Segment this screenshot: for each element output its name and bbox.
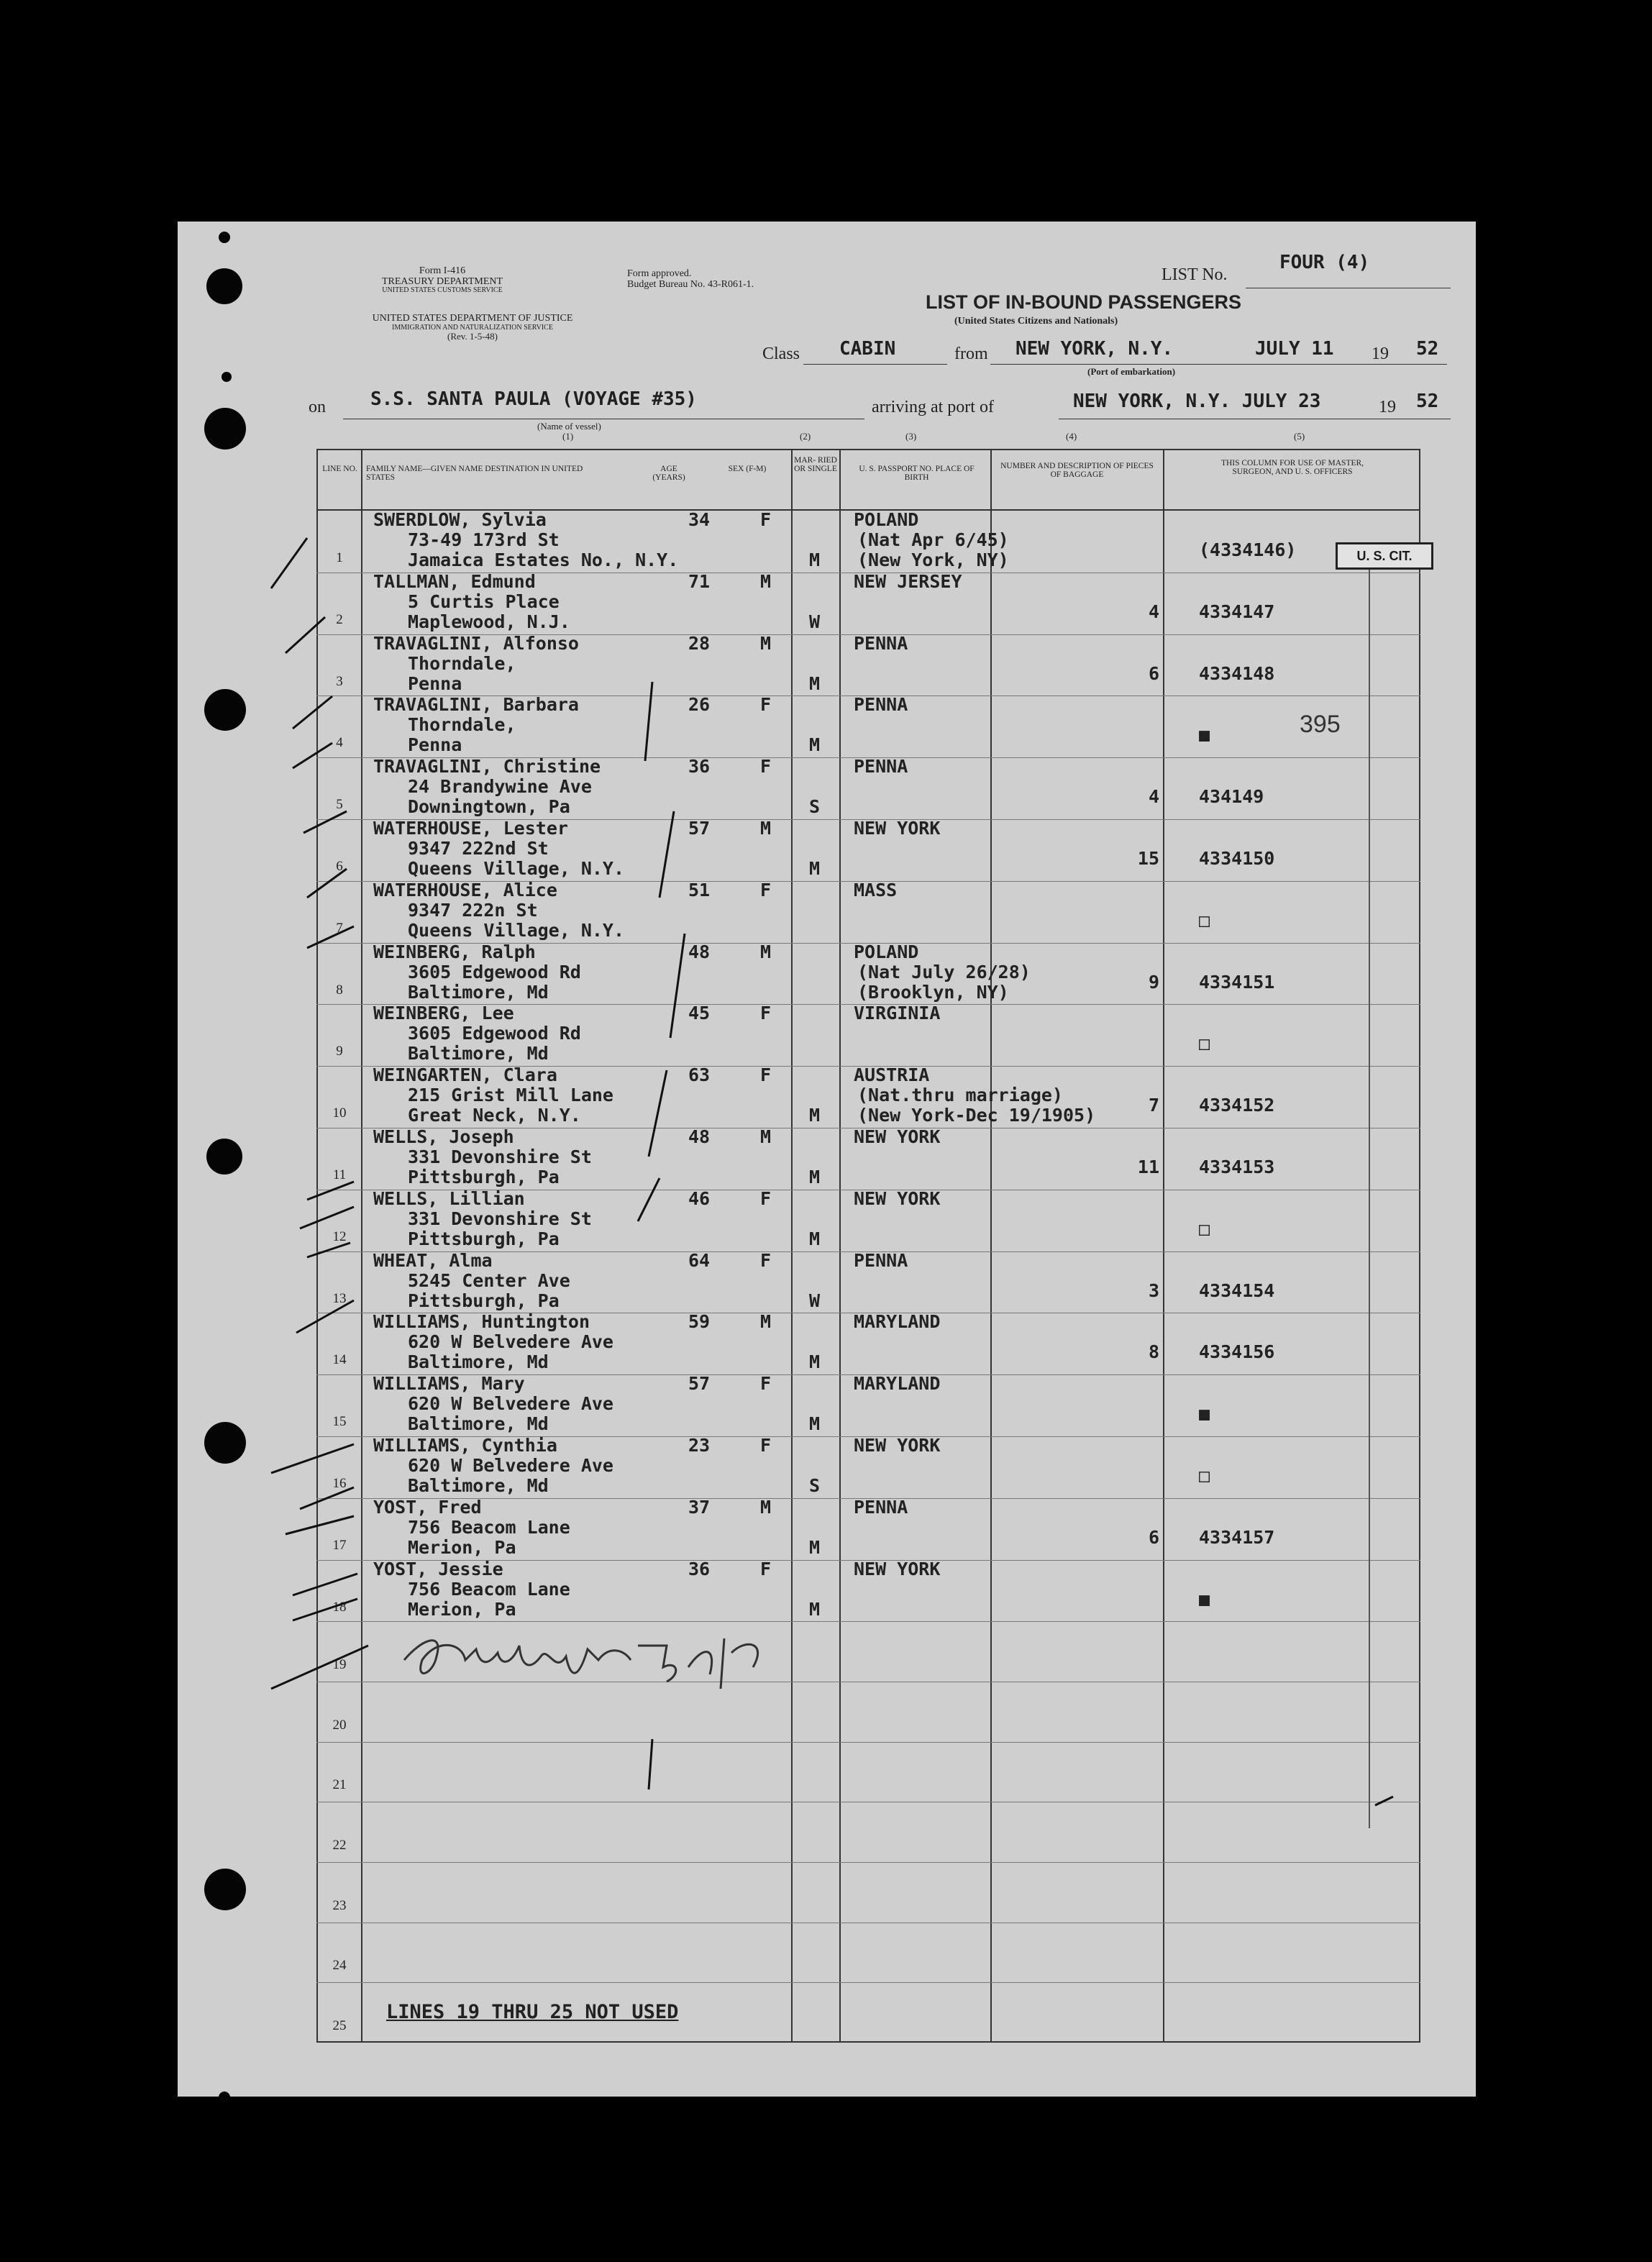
page-title: LIST OF IN-BOUND PASSENGERS	[926, 291, 1242, 313]
passenger-sex: F	[760, 1558, 772, 1579]
birth-detail-2: (New York-Dec 19/1905)	[857, 1105, 1096, 1126]
passenger-sex: M	[760, 1496, 772, 1518]
passenger-age: 36	[688, 1558, 711, 1579]
passenger-name: WEINGARTEN, Clara	[373, 1064, 557, 1086]
passenger-marital-status: M	[809, 1413, 821, 1435]
passenger-address-1: Thorndale,	[408, 714, 516, 736]
passenger-age: 64	[688, 1249, 711, 1271]
col-num-2: (2)	[800, 431, 811, 442]
passenger-name: TRAVAGLINI, Alfonso	[373, 632, 579, 654]
passenger-address-1: 215 Grist Mill Lane	[408, 1085, 613, 1106]
from-year: 52	[1416, 338, 1439, 360]
birth-detail-1: (Nat July 26/28)	[857, 961, 1031, 982]
line-number: 20	[332, 1717, 347, 1733]
baggage-count: 8	[1148, 1341, 1159, 1363]
treasury-dept: TREASURY DEPARTMENT	[381, 275, 503, 287]
passenger-sex: F	[760, 1003, 772, 1024]
baggage-count: 3	[1148, 1280, 1159, 1301]
form-approved: Form approved.	[627, 268, 692, 279]
birth-place: PENNA	[854, 694, 908, 716]
from-date: JULY 11	[1255, 338, 1334, 360]
officer-ref: 4334150	[1199, 848, 1275, 869]
line-number: 2	[336, 611, 343, 627]
us-citizen-stamp-text: U. S. CIT.	[1356, 549, 1413, 563]
baggage-count: 6	[1148, 662, 1159, 684]
line-number: 16	[332, 1476, 347, 1491]
line-number: 5	[336, 797, 343, 813]
passenger-name: WILLIAMS, Cynthia	[373, 1435, 557, 1456]
passenger-age: 63	[688, 1064, 711, 1086]
punch-hole	[206, 1139, 242, 1175]
list-no-label: LIST No.	[1162, 265, 1228, 284]
passenger-address-2: Pittsburgh, Pa	[408, 1290, 560, 1311]
baggage-count: 9	[1148, 971, 1159, 993]
class-value: CABIN	[839, 338, 896, 360]
passenger-sex: F	[760, 879, 772, 900]
officer-ref: □	[1199, 1033, 1210, 1054]
check-marks	[178, 222, 1476, 2097]
vessel-name: S.S. SANTA PAULA (VOYAGE #35)	[370, 388, 697, 410]
passenger-age: 45	[688, 1003, 711, 1024]
passenger-name: TALLMAN, Edmund	[373, 570, 536, 592]
passenger-address-2: Pittsburgh, Pa	[408, 1167, 560, 1187]
officer-ref: ■	[1199, 1403, 1210, 1425]
col-header-baggage: NUMBER AND DESCRIPTION OF PIECES OF BAGGAGE	[1000, 462, 1154, 479]
line-number: 10	[332, 1105, 347, 1121]
arrival-year: 52	[1416, 391, 1439, 412]
birth-place: MARYLAND	[854, 1311, 941, 1333]
line-number: 7	[336, 920, 343, 936]
from-label: from	[954, 345, 988, 363]
passenger-sex: F	[760, 1435, 772, 1456]
passenger-age: 34	[688, 509, 711, 530]
port-embark-caption: (Port of embarkation)	[1087, 366, 1176, 377]
birth-place: POLAND	[854, 509, 919, 530]
officer-ref: □	[1199, 1218, 1210, 1239]
baggage-count: 7	[1148, 1095, 1159, 1116]
birth-detail-1: (Nat.thru marriage)	[857, 1085, 1063, 1106]
birth-place: MARYLAND	[854, 1373, 941, 1395]
passenger-sex: F	[760, 694, 772, 716]
birth-place: POLAND	[854, 941, 919, 962]
passenger-marital-status: M	[809, 1536, 821, 1558]
passenger-age: 36	[688, 756, 711, 777]
passenger-age: 57	[688, 1373, 711, 1395]
officer-ref: 4334153	[1199, 1157, 1275, 1177]
punch-hole	[204, 408, 246, 450]
col-num-1: (1)	[562, 431, 574, 442]
passenger-address-2: Downingtown, Pa	[408, 796, 570, 818]
line-number: 12	[332, 1228, 347, 1244]
from-year-prefix: 19	[1372, 345, 1389, 363]
passenger-marital-status: M	[809, 1167, 821, 1187]
passenger-address-1: 756 Beacom Lane	[408, 1578, 570, 1600]
officer-ref: ■	[1199, 724, 1210, 746]
justice-line: UNITED STATES DEPARTMENT OF JUSTICE	[372, 313, 573, 324]
baggage-count: 4	[1148, 786, 1159, 808]
passenger-marital-status: M	[809, 1228, 821, 1249]
line-number: 17	[332, 1537, 347, 1553]
passenger-address-2: Queens Village, N.Y.	[408, 919, 625, 941]
passenger-address-1: 620 W Belvedere Ave	[408, 1455, 613, 1476]
passenger-marital-status: M	[809, 1351, 821, 1373]
passenger-name: YOST, Fred	[373, 1496, 482, 1518]
line-number: 25	[332, 2018, 347, 2033]
baggage-count: 4	[1148, 601, 1159, 622]
class-label: Class	[762, 345, 800, 363]
birth-detail-2: (New York, NY)	[857, 549, 1009, 570]
arriving-label: arriving at port of	[872, 398, 994, 416]
passenger-age: 28	[688, 632, 711, 654]
birth-place: PENNA	[854, 756, 908, 777]
passenger-age: 51	[688, 879, 711, 900]
passenger-address-2: Maplewood, N.J.	[408, 611, 570, 632]
passenger-address-1: 9347 222nd St	[408, 838, 549, 859]
passenger-name: TRAVAGLINI, Christine	[373, 756, 601, 777]
birth-place: AUSTRIA	[854, 1064, 930, 1086]
passenger-name: SWERDLOW, Sylvia	[373, 509, 547, 530]
officer-ref: ■	[1199, 1588, 1210, 1610]
line-number: 21	[332, 1777, 347, 1793]
officer-ref: □	[1199, 909, 1210, 931]
col-header-officer: THIS COLUMN FOR USE OF MASTER, SURGEON, AND U. S. OFFICERS	[1220, 459, 1364, 476]
passenger-address-1: 331 Devonshire St	[408, 1146, 592, 1167]
line-number: 14	[332, 1352, 347, 1368]
passenger-address-2: Baltimore, Md	[408, 1043, 549, 1064]
passenger-address-2: Baltimore, Md	[408, 1351, 549, 1373]
baggage-count: 15	[1137, 848, 1159, 869]
officer-ref: 4334154	[1199, 1280, 1275, 1301]
punch-hole	[219, 2092, 230, 2103]
officer-ref: 4334147	[1199, 601, 1275, 622]
footer-note: LINES 19 THRU 25 NOT USED	[386, 2001, 679, 2023]
passenger-name: TRAVAGLINI, Barbara	[373, 694, 579, 716]
margin-number: 395	[1300, 711, 1341, 738]
col-header-sex: SEX (F-M)	[728, 465, 767, 473]
passenger-age: 46	[688, 1187, 711, 1209]
passenger-name: WILLIAMS, Huntington	[373, 1311, 590, 1333]
birth-place: PENNA	[854, 632, 908, 654]
birth-place: VIRGINIA	[854, 1003, 941, 1024]
line-number: 4	[336, 735, 343, 751]
col-header-birth: U. S. PASSPORT NO. PLACE OF BIRTH	[859, 465, 975, 482]
passenger-sex: M	[760, 941, 772, 962]
birth-place: NEW YORK	[854, 1435, 941, 1456]
passenger-age: 37	[688, 1496, 711, 1518]
col-header-line: LINE NO.	[322, 465, 357, 473]
col-header-age: AGE (YEARS)	[652, 465, 685, 482]
arrival-port: NEW YORK, N.Y. JULY 23	[1073, 391, 1321, 412]
passenger-address-2: Penna	[408, 672, 462, 694]
line-number: 9	[336, 1044, 343, 1059]
passenger-marital-status: M	[809, 858, 821, 879]
passenger-sex: M	[760, 1311, 772, 1333]
ins-line: IMMIGRATION AND NATURALIZATION SERVICE	[392, 323, 553, 332]
passenger-address-1: 5 Curtis Place	[408, 590, 560, 612]
passenger-marital-status: M	[809, 1598, 821, 1620]
officer-ref: 4334156	[1199, 1341, 1275, 1363]
passenger-marital-status: S	[809, 1475, 821, 1496]
passenger-marital-status: M	[809, 734, 821, 756]
birth-place: NEW JERSEY	[854, 570, 962, 592]
passenger-address-2: Baltimore, Md	[408, 1475, 549, 1496]
passenger-name: WHEAT, Alma	[373, 1249, 493, 1271]
manifest-sheet	[178, 222, 1476, 2097]
passenger-address-2: Queens Village, N.Y.	[408, 858, 625, 879]
passenger-address-2: Baltimore, Md	[408, 1413, 549, 1435]
line-number: 1	[336, 550, 343, 565]
passenger-address-1: Thorndale,	[408, 652, 516, 674]
passenger-name: WELLS, Joseph	[373, 1126, 514, 1147]
vessel-caption: (Name of vessel)	[537, 421, 601, 432]
customs-service: UNITED STATES CUSTOMS SERVICE	[382, 286, 503, 295]
rev-line: (Rev. 1-5-48)	[447, 331, 498, 342]
punch-hole	[204, 1869, 246, 1910]
passenger-sex: F	[760, 1187, 772, 1209]
passenger-sex: F	[760, 756, 772, 777]
passenger-address-1: 756 Beacom Lane	[408, 1516, 570, 1538]
passenger-sex: M	[760, 818, 772, 839]
line-number: 19	[332, 1657, 347, 1673]
passenger-sex: M	[760, 1126, 772, 1147]
passenger-sex: F	[760, 1249, 772, 1271]
punch-hole	[222, 372, 232, 382]
line-number: 22	[332, 1838, 347, 1853]
passenger-name: WILLIAMS, Mary	[373, 1373, 525, 1395]
passenger-marital-status: S	[809, 796, 821, 818]
passenger-marital-status: M	[809, 549, 821, 570]
birth-place: NEW YORK	[854, 818, 941, 839]
passenger-age: 48	[688, 941, 711, 962]
passenger-age: 48	[688, 1126, 711, 1147]
passenger-address-1: 9347 222n St	[408, 899, 538, 921]
passenger-name: WELLS, Lillian	[373, 1187, 525, 1209]
punch-hole	[206, 268, 242, 304]
passenger-address-1: 3605 Edgewood Rd	[408, 1023, 581, 1044]
punch-hole	[204, 1422, 246, 1464]
passenger-age: 59	[688, 1311, 711, 1333]
passenger-address-2: Pittsburgh, Pa	[408, 1228, 560, 1249]
officer-ref: 4334148	[1199, 662, 1275, 684]
birth-place: NEW YORK	[854, 1558, 941, 1579]
arrival-year-prefix: 19	[1379, 398, 1396, 416]
passenger-name: WEINBERG, Ralph	[373, 941, 536, 962]
line-number: 24	[332, 1958, 347, 1974]
birth-place: PENNA	[854, 1496, 908, 1518]
passenger-address-1: 24 Brandywine Ave	[408, 776, 592, 798]
officer-ref: (4334146)	[1199, 539, 1297, 560]
passenger-name: WATERHOUSE, Alice	[373, 879, 557, 900]
col-num-4: (4)	[1066, 431, 1077, 442]
line-number: 3	[336, 673, 343, 689]
list-no-value: FOUR (4)	[1279, 252, 1370, 273]
col-num-3: (3)	[905, 431, 917, 442]
passenger-address-2: Penna	[408, 734, 462, 756]
passenger-sex: M	[760, 570, 772, 592]
passenger-address-2: Baltimore, Md	[408, 981, 549, 1003]
passenger-address-2: Jamaica Estates No., N.Y.	[408, 549, 679, 570]
col-header-married: MAR- RIED OR SINGLE	[794, 456, 837, 473]
passenger-age: 57	[688, 818, 711, 839]
passenger-marital-status: W	[809, 611, 821, 632]
birth-place: MASS	[854, 879, 898, 900]
passenger-address-1: 3605 Edgewood Rd	[408, 961, 581, 982]
passenger-address-1: 620 W Belvedere Ave	[408, 1331, 613, 1353]
passenger-age: 71	[688, 570, 711, 592]
birth-place: NEW YORK	[854, 1187, 941, 1209]
line-number: 6	[336, 859, 343, 874]
punch-hole	[219, 232, 230, 243]
birth-detail-1: (Nat Apr 6/45)	[857, 529, 1009, 550]
passenger-address-1: 331 Devonshire St	[408, 1208, 592, 1229]
officer-ref: 4334151	[1199, 971, 1275, 993]
passenger-marital-status: W	[809, 1290, 821, 1311]
passenger-address-2: Great Neck, N.Y.	[408, 1105, 581, 1126]
baggage-count: 11	[1137, 1157, 1159, 1177]
passenger-marital-status: M	[809, 1105, 821, 1126]
line-number: 8	[336, 982, 343, 998]
passenger-address-2: Merion, Pa	[408, 1598, 516, 1620]
baggage-count: 6	[1148, 1526, 1159, 1548]
officer-ref: 4334157	[1199, 1526, 1275, 1548]
on-label: on	[309, 398, 326, 416]
passenger-age: 26	[688, 694, 711, 716]
passenger-age: 23	[688, 1435, 711, 1456]
passenger-address-1: 5245 Center Ave	[408, 1269, 570, 1291]
passenger-marital-status: M	[809, 672, 821, 694]
line-number: 15	[332, 1414, 347, 1430]
col-header-name: FAMILY NAME—GIVEN NAME DESTINATION IN UNITED STATES	[366, 465, 583, 482]
budget-bureau: Budget Bureau No. 43-R061-1.	[627, 278, 754, 290]
officer-ref: □	[1199, 1465, 1210, 1486]
officer-ref: 4334152	[1199, 1095, 1275, 1116]
col-num-5: (5)	[1294, 431, 1305, 442]
passenger-address-1: 73-49 173rd St	[408, 529, 560, 550]
line-number: 23	[332, 1897, 347, 1913]
line-number: 18	[332, 1599, 347, 1615]
birth-place: NEW YORK	[854, 1126, 941, 1147]
punch-hole	[204, 689, 246, 731]
passenger-address-2: Merion, Pa	[408, 1536, 516, 1558]
passenger-sex: M	[760, 632, 772, 654]
officer-ref: 434149	[1199, 786, 1264, 808]
passenger-sex: F	[760, 1064, 772, 1086]
passenger-name: WATERHOUSE, Lester	[373, 818, 568, 839]
birth-place: PENNA	[854, 1249, 908, 1271]
passenger-sex: F	[760, 509, 772, 530]
page-subtitle: (United States Citizens and Nationals)	[954, 316, 1118, 327]
line-number: 13	[332, 1290, 347, 1306]
birth-detail-2: (Brooklyn, NY)	[857, 981, 1009, 1003]
passenger-name: YOST, Jessie	[373, 1558, 503, 1579]
form-number: Form I-416	[419, 265, 466, 276]
from-port: NEW YORK, N.Y.	[1016, 338, 1174, 360]
line-number: 11	[332, 1167, 347, 1182]
passenger-name: WEINBERG, Lee	[373, 1003, 514, 1024]
passenger-sex: F	[760, 1373, 772, 1395]
passenger-address-1: 620 W Belvedere Ave	[408, 1393, 613, 1415]
